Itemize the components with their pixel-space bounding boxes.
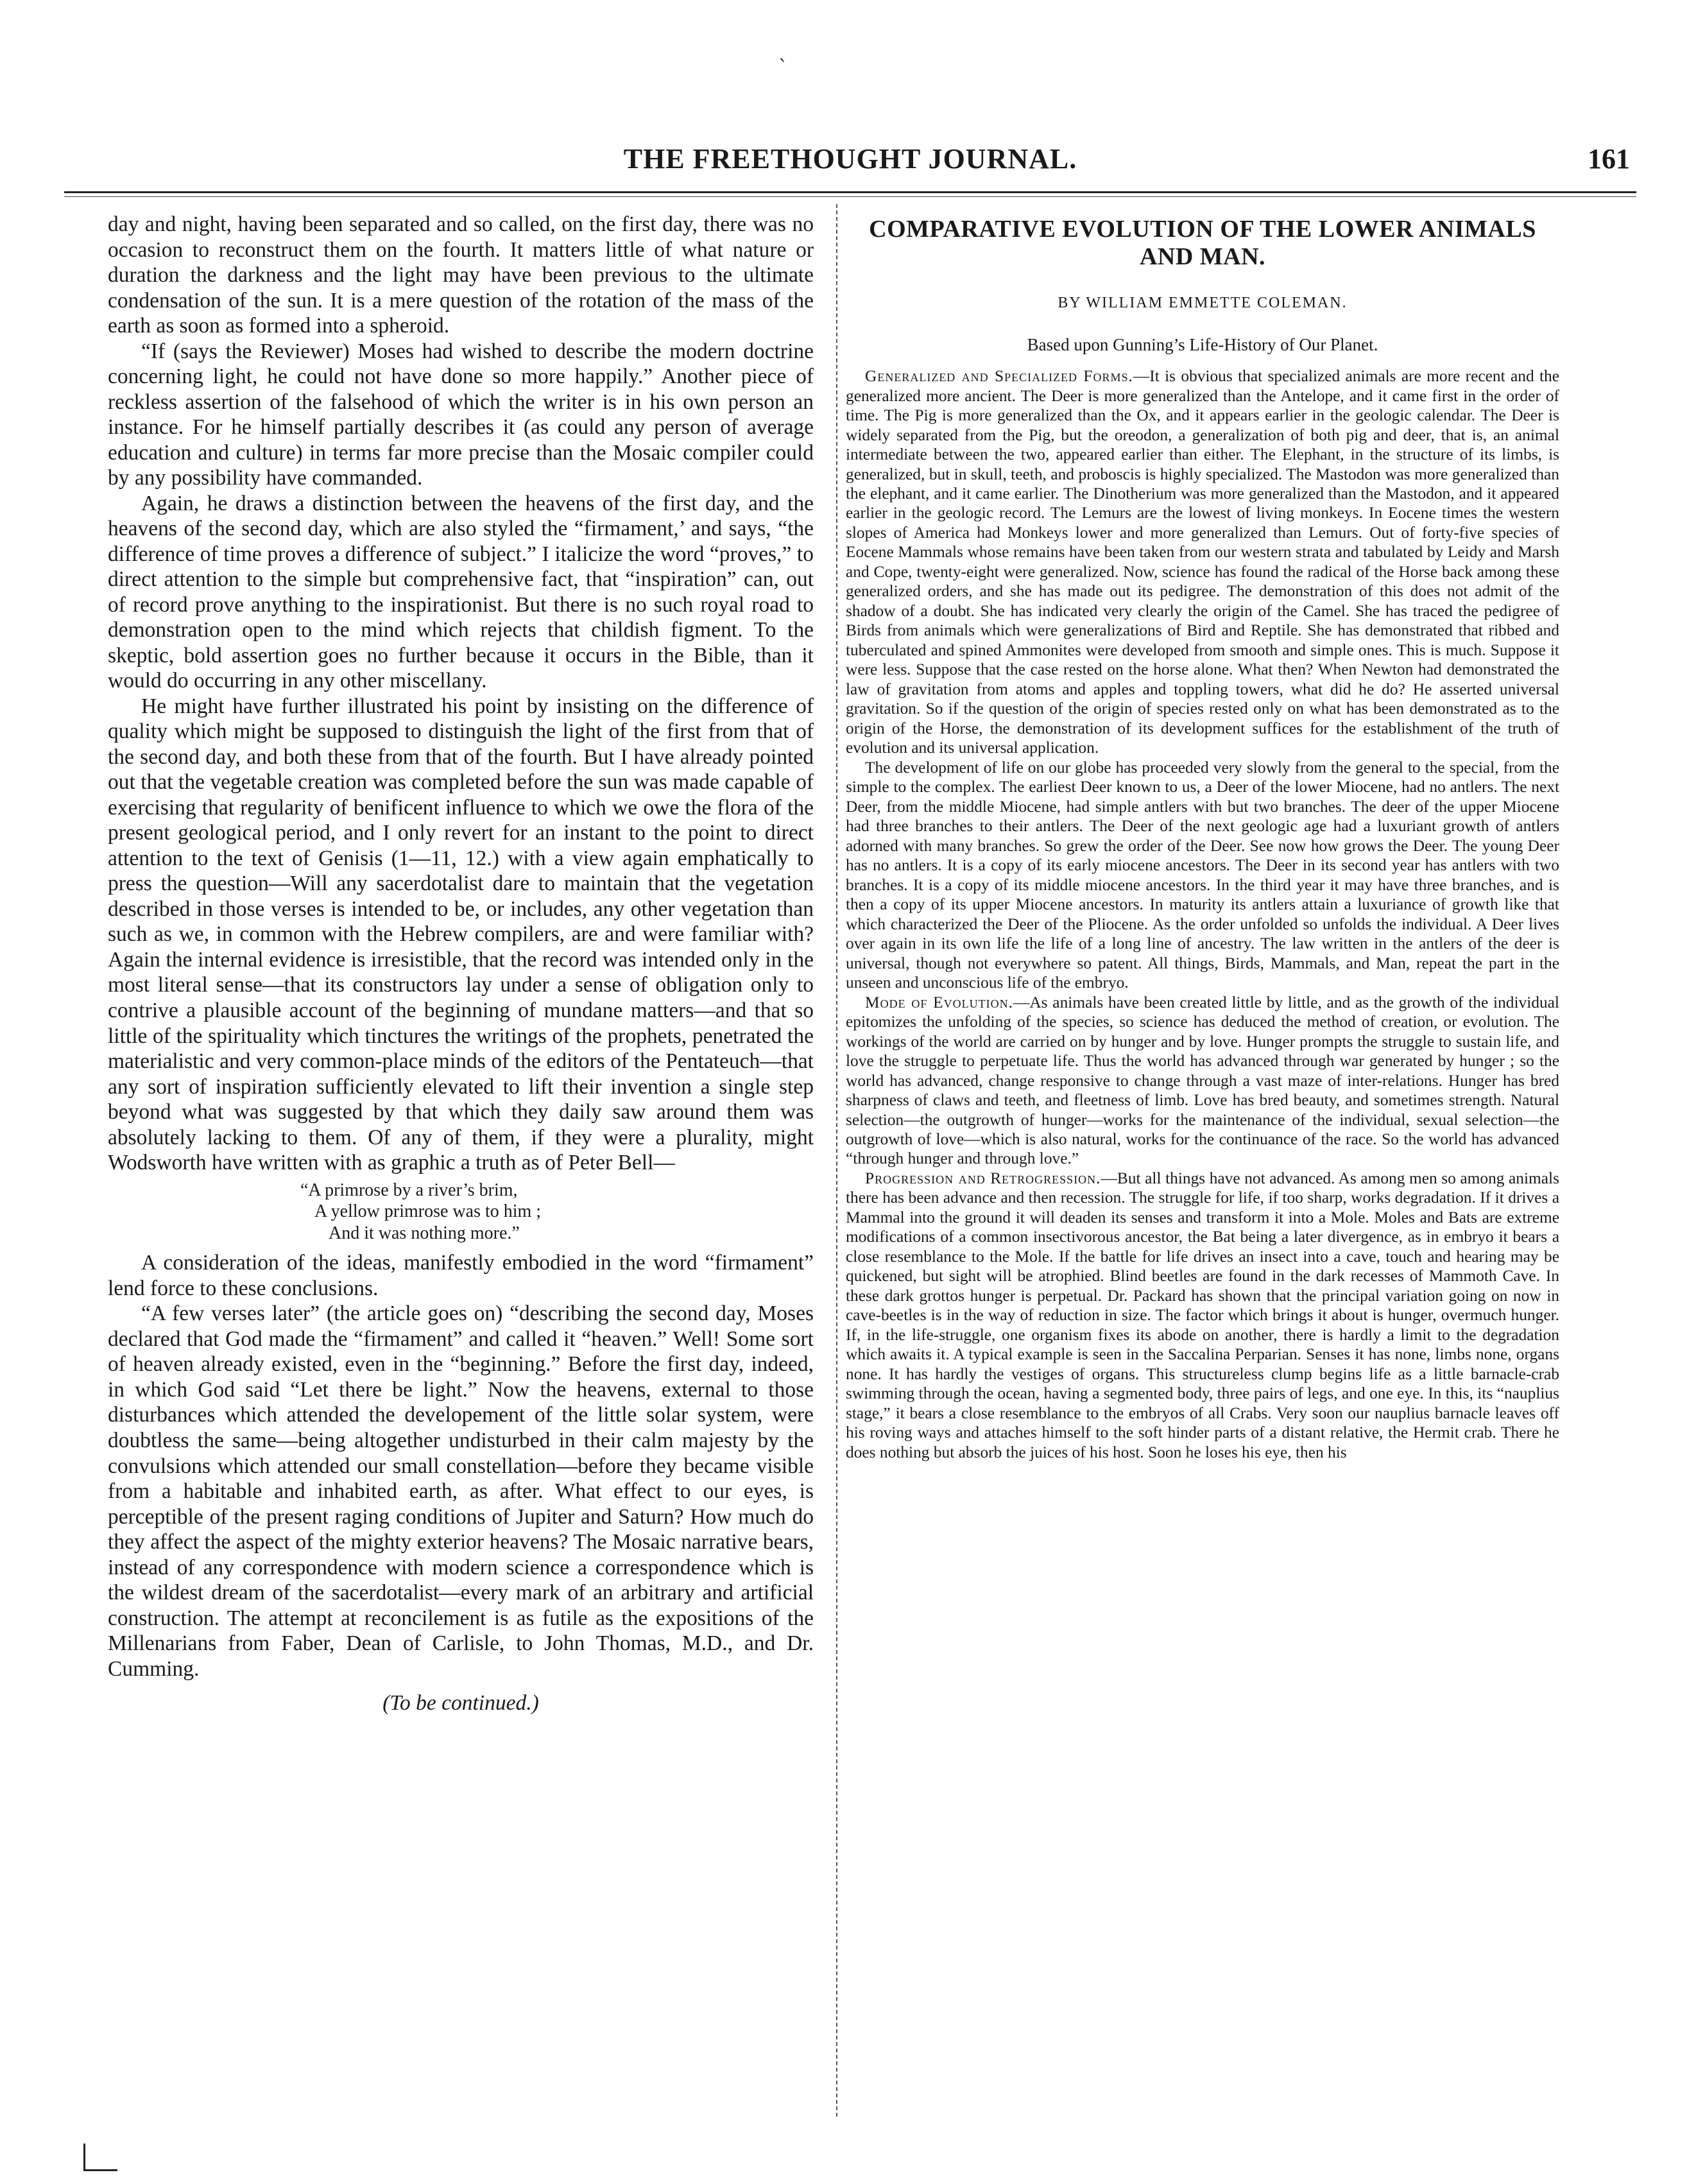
poem-quote xyxy=(300,1180,814,1244)
running-header xyxy=(64,142,1636,181)
paragraph: “If (says the Reviewer) Moses had wished to describe the modern doctrine concerning light, he could not have done so more happily.” Another piece of reckless assertion of the falsehood of which the writer is in his own person an instance. For he himself partially describes it (as could any person of average education and culture) in terms far more precise than the Mosaic compiler could by any possibility have commanded. xyxy=(108,339,814,490)
article-title-line: COMPARATIVE EVOLUTION OF THE LOWER ANIMALS xyxy=(869,216,1536,243)
source-note: Based upon Gunning’s Life-History of Our Planet. xyxy=(1027,335,1378,355)
poem-line: “A primrose by a river’s brim, xyxy=(300,1180,518,1200)
page-mark: ` xyxy=(778,56,788,79)
section-text: —But all things have not advanced. As among men so among animals there has been advance and then recession. The struggle for life, if too sharp, works degradation. If it drives a Mammal into the ground it will deaden its senses and transform it into a Mole. Moles and Bats are extreme modifications of a common insectivorous ancestor, the Bat being a later divergence, as in embryo it bears a close resemblance to the Mole. If the battle for life drives an insect into a cave, touch and hearing may be quickened, but sight will be atrophied. Blind beetles are found in the dark recesses of Mammoth Cave. In these dark grottos hunger is perpetual. Dr. Packard has shown that the principal variation going on now in cave-beetles is in the way of reduction in size. The factor which brings it about is hunger, overmuch hunger. If, in the life-struggle, one organism fixes its abode on another, there is hardly a limit to the degradation which awaits it. A typical example is seen in the Saccalina Perparian. Senses it has none, limbs none, organs none. It has hardly the vestiges of organs. This structureless clump begins life as a little barnacle-crab swimming through the ocean, having a segmented body, three pairs of legs, and one eye. In this, its “nauplius stage,” it bears a close resemblance to the embryos of all Crabs. Very soon our nauplius barnacle leaves off his roving ways and attaches himself to the soft hinder parts of a distant relative, the Hermit crab. There he does nothing but absorb the juices of his host. Soon he loses his eye, then his xyxy=(846,1169,1559,1461)
section-text: The development of life on our globe has proceeded very slowly from the general to the special, from the simple to the complex. The earliest Deer known to us, a Deer of the lower Miocene, had no antlers. The next Deer, from the middle Miocene, had simple antlers with but two branches. The deer of the upper Miocene had three branches to their antlers. The Deer of the next geologic age had a luxuriant growth of antlers adorned with many branches. So grew the order of the Deer. See now how grows the Deer. The young Deer has no antlers. It is a copy of its early miocene ancestors. The Deer in its second year has antlers with two branches. It is a copy of its middle miocene ancestors. In the third year it may have three branches, and is then a copy of its upper Miocene ancestors. In maturity its antlers attain a luxuriance of growth like that which characterized the Deer of the Pliocene. As the order unfolded so unfolds the individual. A Deer lives over again in its own life the life of a long line of ancestry. The law written in the antlers of the deer is universal, though not everywhere so patent. All things, Birds, Mammals, and Man, repeat the part in the unseen and unconscious life of the embryo. xyxy=(846,758,1559,992)
poem-line: A yellow primrose was to him ; xyxy=(314,1201,542,1222)
byline: BY WILLIAM EMMETTE COLEMAN. xyxy=(1058,295,1348,312)
paragraph: A consideration of the ideas, manifestly embodied in the word “firmament” lend force to these conclusions. xyxy=(108,1251,814,1300)
right-column xyxy=(846,216,1559,1462)
header-rule xyxy=(64,191,1636,193)
section-heading: Progression and Retrogression. xyxy=(865,1169,1101,1187)
paragraph: “A few verses later” (the article goes on) “describing the second day, Moses declared that God made the “firmament” and called it “heaven.” Well! Some sort of heaven already existed, even in the “beginning.” Before the first day, indeed, in which God said “Let there be light.” Now the heavens, external to those disturbances which attended the developement of the little solar system, were doubtless the same—being altogether undisturbed in their calm majesty by the convulsions which attended our small constellation—before they became visible from a habitable and inhabited earth, as after. What effect to our eyes, is perceptible of the present raging conditions of Jupiter and Saturn? How much do they affect the aspect of the mighty exterior heavens? The Mosaic narrative bears, instead of any correspondence with modern science a correspondence which is the wildest dream of the sacerdotalist—every mark of an arbitrary and artificial construction. The attempt at reconcilement is as futile as the expositions of the Millenarians from Faber, Dean of Carlisle, to John Thomas, M.D., and Dr. Cumming. xyxy=(108,1302,814,1681)
section-text: —It is obvious that specialized animals are more recent and the generalized more ancient. The Deer is more generalized than the Antelope, and it came first in the order of time. The Pig is more generalized than the Ox, and it appears earlier in the geologic calendar. The Deer is widely separated from the Pig, but the oreodon, a generalization of both pig and deer, that is, an animal intermediate between the two, appeared earlier than either. The Elephant, in the structure of its limbs, is generalized, but in skull, teeth, and proboscis is highly specialized. The Mastodon was more generalized than the elephant, and it came earlier. The Dinotherium was more generalized than the Mastodon, and it appeared earlier in the geologic record. The Lemurs are the lowest of living monkeys. In Eocene times the western slopes of America had Monkeys lower and more generalized than Lemurs. Out of forty-five species of Eocene Mammals whose remains have been taken from our western strata and tabulated by Leidy and Marsh and Cope, twenty-eight were generalized. Now, science has found the radical of the Horse back among these generalized orders, and she has made out its pedigree. The demonstration of this does not admit of the shadow of a doubt. She has indicated very clearly the origin of the Camel. She has traced the pedigree of Birds from animals which were generalizations of Bird and Reptile. She has demonstrated that ribbed and tuberculated and spined Ammonites were developed from smooth and simple ones. This is much. Suppose it were less. Suppose that the case rested on the horse alone. What then? When Newton had demonstrated the law of gravitation from atoms and apples and toppling towers, what did he do? He asserted universal gravitation. So if the question of the origin of species rested only on what has been demonstrated as to the origin of the Horse, the demonstration of its development suffices for the establishment of the truth of evolution and its universal application. xyxy=(846,367,1559,757)
section-heading: Generalized and Specialized Forms. xyxy=(865,367,1133,386)
article-body xyxy=(846,366,1559,1462)
section-heading: Mode of Evolution. xyxy=(865,993,1013,1011)
column-divider xyxy=(836,204,837,2117)
poem-line: And it was nothing more.” xyxy=(329,1223,520,1243)
paragraph: day and night, having been separated and so called, on the first day, there was no occasion to reconstruct them on the fourth. It matters little of what nature or duration the darkness and the light may have been previous to the ultimate condensation of the sun. It is a mere question of the rotation of the mass of the earth as soon as formed into a spheroid. xyxy=(108,212,814,338)
to-be-continued: (To be continued.) xyxy=(382,1691,539,1715)
journal-title: THE FREETHOUGHT JOURNAL. xyxy=(623,143,1077,175)
left-column xyxy=(108,212,814,1716)
header-rule-thin xyxy=(64,196,1636,197)
article-paragraph xyxy=(846,758,1559,993)
paragraph: Again, he draws a distinction between the heavens of the first day, and the heavens of the second day, which are also styled the “firmament,’ and says, “the difference of time proves a difference of subject.” I italicize the word “proves,” to direct attention to the simple but comprehensive fact, that “inspiration” can, out of record prove anything to the inspirationist. But there is no such royal road to demonstration open to the mind which rejects that childish figment. To the skeptic, bold assertion goes no further because it occurs in the Bible, than it would do occurring in any other miscellany. xyxy=(108,491,814,693)
article-title xyxy=(846,216,1559,270)
margin-corner-mark xyxy=(83,2144,117,2171)
article-paragraph xyxy=(846,366,1559,758)
article-paragraph xyxy=(846,993,1559,1169)
section-text: —As animals have been created little by little, and as the growth of the individual epitomizes the unfolding of the species, so science has deduced the method of creation, or evolution. The workings of the world are carried on by hunger and by love. Hunger prompts the struggle to sustain life, and love the struggle to perpetuate life. Thus the world has advanced through war generated by hunger ; so the world has advanced, change responsive to change through a vast maze of inter-relations. Hunger has bred sharpness of claws and teeth, and fleetness of limb. Love has bred beauty, and sometimes strength. Natural selection—the outgrowth of hunger—works for the maintenance of the individual, sexual selection—the outgrowth of love—which is also natural, works for the continuance of the race. So the world has advanced “through hunger and through love.” xyxy=(846,993,1559,1168)
article-paragraph xyxy=(846,1169,1559,1462)
page-number: 161 xyxy=(1588,143,1630,175)
article-title-line: AND MAN. xyxy=(1139,243,1266,270)
paragraph: He might have further illustrated his point by insisting on the difference of quality which might be supposed to distinguish the light of the first from that of the second day, and both these from that of the fourth. But I have already pointed out that the vegetable creation was completed before the sun was made capable of exercising that regularity of benificent influence to which we owe the flora of the present geological period, and I only revert for an instant to the point to direct attention to the text of Genisis (1—11, 12.) with a view again emphatically to press the question—Will any sacerdotalist dare to maintain that the vegetation described in those verses is intended to be, or includes, any other vegetation than such as we, in common with the Hebrew compilers, are and were familiar with? Again the internal evidence is irresistible, that the record was intended only in the most literal sense—that its constructors lay under a sense of obligation only to contrive a plausible account of the beginning of mundane matters—and that so little of the spirituality which tinctures the writings of the prophets, penetrated the materialistic and very common-place minds of the editors of the Pentateuch—that any sort of inspiration sufficiently elevated to lift their invention a single step beyond what was suggested by that which they daily saw around them was absolutely lacking to them. Of any of them, if they were a plurality, might Wodsworth have written with as graphic a truth as of Peter Bell— xyxy=(108,694,814,1175)
